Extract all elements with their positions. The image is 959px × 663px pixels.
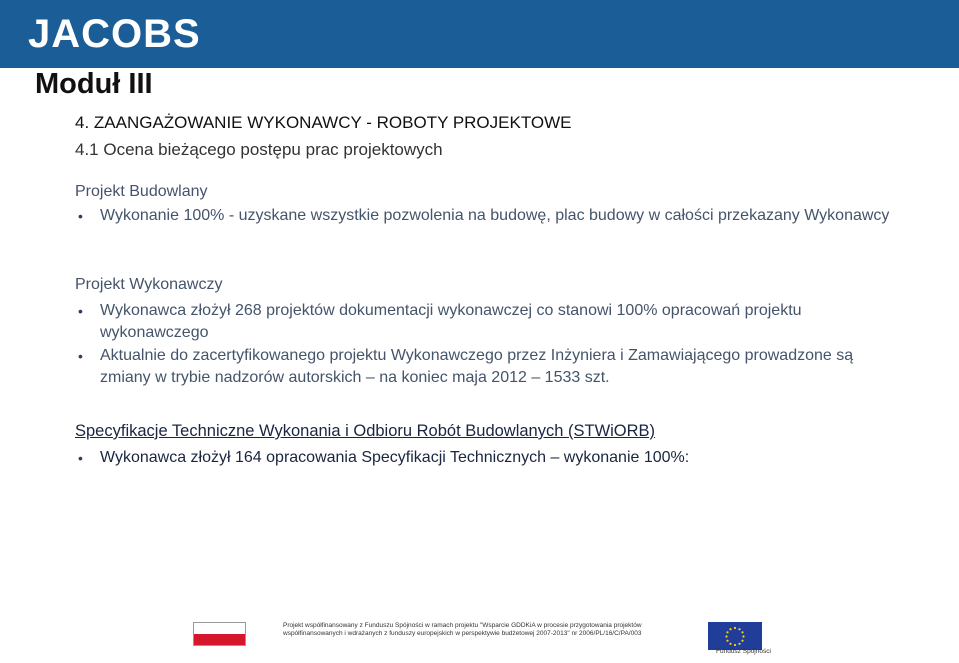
jacobs-logo: JACOBS [28, 12, 201, 56]
header-bar [0, 0, 959, 68]
bullet-icon: • [78, 208, 83, 224]
list-item-text: Aktualnie do zacertyfikowanego projektu Wykonawczego przez Inżyniera i Zamawiającego prowadzone są zmiany w trybie nadzorów autorskich – na koniec maja 2012 – 1533 szt. [100, 347, 854, 386]
bullet-icon: • [78, 450, 83, 466]
block-label-projekt-budowlany: Projekt Budowlany [75, 183, 208, 200]
sub-heading: 4.1 Ocena bieżącego postępu prac projektowych [75, 140, 443, 159]
list-item-text: Wykonawca złożył 268 projektów dokumentacji wykonawczej co stanowi 100% opracowań projektu wykonawczego [100, 302, 802, 341]
list-item [78, 345, 898, 389]
bullet-icon: • [78, 303, 83, 319]
bullet-icon: • [78, 348, 83, 364]
list-item [78, 205, 898, 227]
polish-flag-icon [193, 622, 246, 646]
eu-flag-icon [708, 622, 762, 650]
spec-heading: Specyfikacje Techniczne Wykonania i Odbioru Robót Budowlanych (STWiORB) [75, 422, 656, 440]
eu-caption: Fundusz Spójności [716, 648, 771, 655]
list-item-text: Wykonawca złożył 164 opracowania Specyfikacji Technicznych – wykonanie 100%: [100, 449, 690, 466]
list-item-text: Wykonanie 100% - uzyskane wszystkie pozwolenia na budowę, plac budowy w całości przekazany Wykonawcy [100, 207, 890, 224]
list-item [78, 300, 898, 344]
list-item [78, 447, 898, 469]
footer-cofinancing-text: Projekt współfinansowany z Funduszu Spójności w ramach projektu "Wsparcie GDDKiA w procesie przygotowania projektów współfinansowanych i wdrażanych z funduszy europejskich w perspektywie budżetowej 2007-2013" nr 2006/PL/16/C/PA/003 [283, 622, 642, 637]
section-heading: 4. ZAANGAŻOWANIE WYKONAWCY - ROBOTY PROJEKTOWE [75, 113, 572, 132]
block-label-projekt-wykonawczy: Projekt Wykonawczy [75, 276, 223, 293]
page-title: Moduł III [35, 68, 153, 100]
